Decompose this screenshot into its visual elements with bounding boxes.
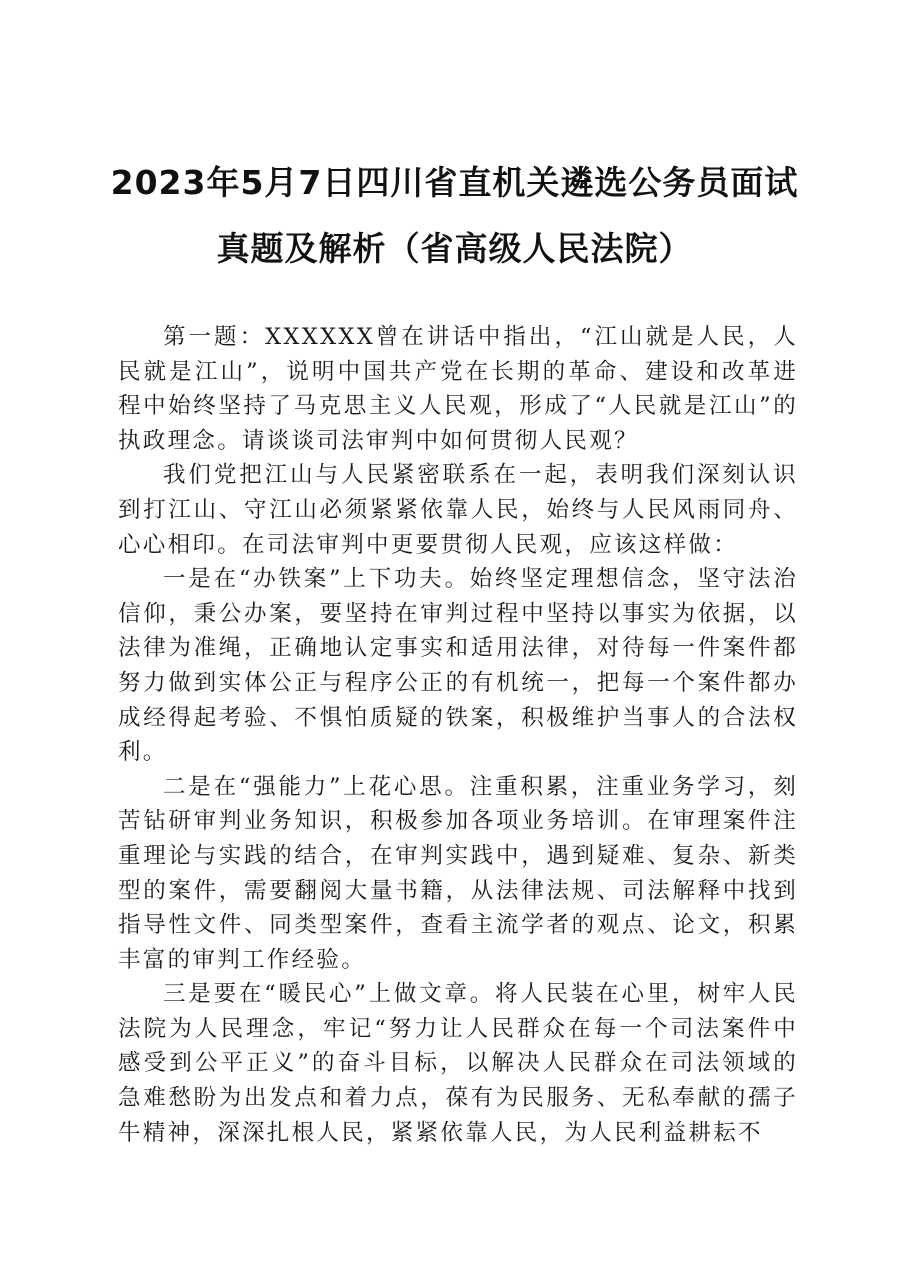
document-title [100, 150, 809, 282]
answer-point-2-paragraph: 二是在“强能力”上花心思。注重积累，注重业务学习，刻苦钻研审判业务知识，积极参加各项业务培训。在审理案件注重理论与实践的结合，在审判实践中，遇到疑难、复杂、新类型的案件，需要翻阅大量书籍，从法律法规、司法解释中找到指导性文件、同类型案件，查看主流学者的观点、论文，积累丰富的审判工作经验。 [118, 773, 798, 973]
answer-point-3-paragraph: 三是要在“暖民心”上做文章。将人民装在心里，树牢人民法院为人民理念，牢记“努力让人民群众在每一个司法案件中感受到公平正义”的奋斗目标，以解决人民群众在司法领域的急难愁盼为出发点和着力点，葆有为民服务、无私奉献的孺子牛精神，深深扎根人民，紧紧依靠人民，为人民利益耕耘不 [118, 981, 798, 1146]
title-line-1: 2023年5月7日四川省直机关遴选公务员面试 [110, 163, 799, 202]
question-paragraph: 第一题：XXXXXX曾在讲话中指出，“江山就是人民，人民就是江山”，说明中国共产党在长期的革命、建设和改革进程中始终坚持了马克思主义人民观，形成了“人民就是江山”的执政理念。请谈谈司法审判中如何贯彻人民观？ [118, 324, 798, 454]
document-body [118, 320, 798, 1150]
answer-point-1-paragraph: 一是在“办铁案”上下功夫。始终坚定理想信念，坚守法治信仰，秉公办案，要坚持在审判过程中坚持以事实为依据，以法律为准绳，正确地认定事实和适用法律，对待每一件案件都努力做到实体公正与程序公正的有机统一，把每一个案件都办成经得起考验、不惧怕质疑的铁案，积极维护当事人的合法权利。 [118, 566, 798, 766]
answer-intro-paragraph: 我们党把江山与人民紧密联系在一起，表明我们深刻认识到打江山、守江山必须紧紧依靠人民，始终与人民风雨同舟、心心相印。在司法审判中更要贯彻人民观，应该这样做： [118, 462, 798, 558]
title-line-2: 真题及解析（省高级人民法院） [216, 229, 693, 268]
